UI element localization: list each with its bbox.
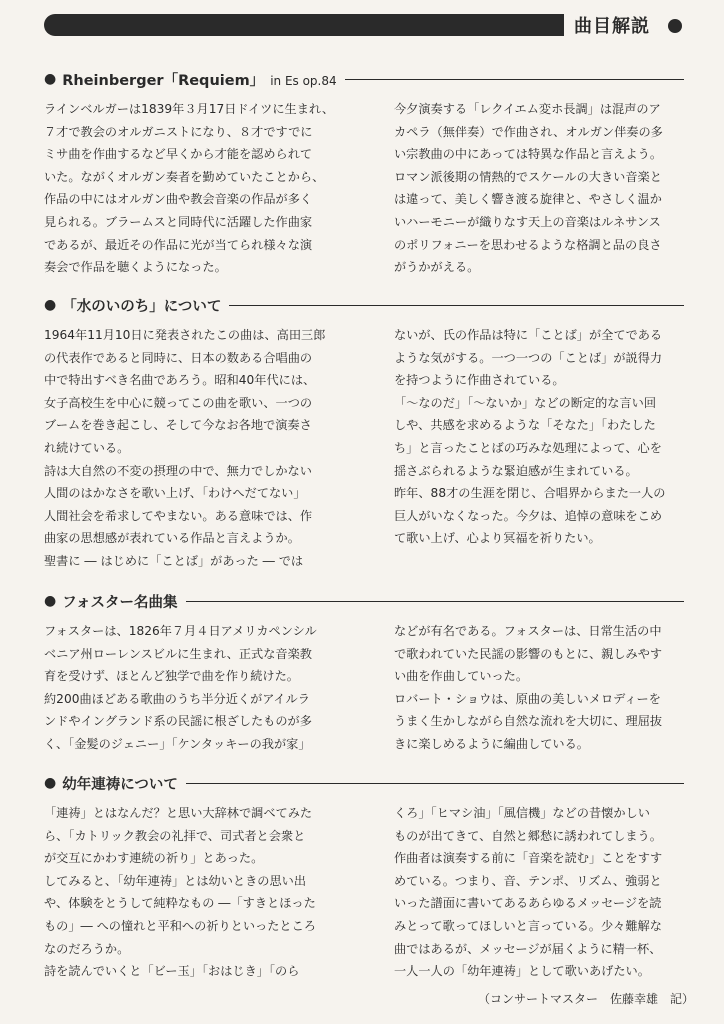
text-line: ベニア州ローレンスビルに生まれ、正式な音楽教 xyxy=(44,646,312,661)
text-line: ブームを巻き起こし、そして今なお各地で演奏さ xyxy=(44,418,312,433)
text-line: 女子高校生を中心に競ってこの曲を歌い、一つの xyxy=(44,395,313,410)
text-line: ものが出てきて、自然と郷愁に誘われてしまう。 xyxy=(394,828,662,843)
text-line: で歌われていた民謡の影響のもとに、親しみやす xyxy=(394,646,663,661)
text-line: うまく生かしながら自然な流れを大切に、理屈抜 xyxy=(394,714,663,729)
text-line: 1964年11月10日に発表されたこの曲は、高田三郎 xyxy=(44,328,326,342)
header-bar xyxy=(44,14,564,36)
text-line: 曲ではあるが、メッセージが届くように精一杯、 xyxy=(394,941,662,956)
text-line: カペラ（無伴奏）で作曲され、オルガン伴奏の多 xyxy=(394,124,663,139)
section-heading xyxy=(44,772,684,794)
text-line: 約200曲ほどある歌曲のうち半分近くがアイルラ xyxy=(44,691,310,706)
text-line: 詩を読んでいくと「ビー玉」「おはじき」「のら xyxy=(44,964,300,979)
section-heading xyxy=(44,68,684,90)
section-title: フォスター名曲集 xyxy=(62,594,178,611)
text-line: 見られる。ブラームスと同時代に活躍した作曲家 xyxy=(44,214,313,229)
heading-rule xyxy=(345,79,684,80)
text-line: してみると、「幼年連祷」とは幼いときの思い出 xyxy=(44,873,307,888)
page-title: 曲目解説 xyxy=(574,16,650,37)
section-title: 「水のいのち」について xyxy=(62,298,222,315)
text-line: 揺さぶられるような緊迫感が生まれている。 xyxy=(394,463,638,478)
heading-rule xyxy=(186,601,685,602)
bullet-icon: ● xyxy=(44,775,57,791)
text-line: ７才で教会のオルガニストになり、８才ですでに xyxy=(44,124,313,139)
text-line: ンドやイングランド系の民謡に根ざしたものが多 xyxy=(44,714,312,729)
text-line: ミサ曲を作曲するなど早くから才能を認められて xyxy=(44,147,313,162)
text-line: ロマン派後期の情熱的でスケールの大きい音楽と xyxy=(394,169,662,184)
right-column xyxy=(394,98,684,279)
text-line: 「連祷」とはなんだ？と思い大辞林で調べてみた xyxy=(44,806,313,820)
text-line: の代表作であると同時に、日本の数ある合唱曲の xyxy=(44,350,313,365)
text-line: いた。ながくオルガン奏者を勤めていたことから、 xyxy=(44,169,325,184)
heading-rule xyxy=(186,783,684,784)
text-line: ロバート・ショウは、原曲の美しいメロディーを xyxy=(394,691,661,706)
text-line: みとって歌ってほしいと言っている。少々難解な xyxy=(394,918,662,933)
text-line: が交互にかわす連続の祈り」とあった。 xyxy=(44,851,264,866)
text-line: 聖書に ― はじめに「ことば」があった ― では xyxy=(44,553,304,568)
text-line: 人間社会を希求してやまない。ある意味では、作 xyxy=(44,508,313,523)
text-line: を持つように作曲されている。 xyxy=(394,373,565,388)
section-younen-rentou xyxy=(44,772,684,983)
section-mizu-no-inochi xyxy=(44,294,684,573)
right-column xyxy=(394,802,684,983)
text-line: めている。つまり、音、テンポ、リズム、強弱と xyxy=(394,873,662,888)
text-line: く、「金髪のジェニー」「ケンタッキーの我が家」 xyxy=(44,736,311,751)
right-column xyxy=(394,620,684,756)
text-line: ないが、氏の作品は特に「ことば」が全てである xyxy=(394,328,663,342)
text-line: 作曲者は演奏する前に「音楽を読む」ことをすす xyxy=(394,851,663,866)
header-dot xyxy=(668,19,682,33)
author-credit: （コンサートマスター 佐藤幸雄 記） xyxy=(478,992,695,1006)
text-line: しや、共感を求めるような「そなた」「わたした xyxy=(394,418,656,433)
text-line: なのだろうか。 xyxy=(44,941,130,956)
section-title: Rheinberger「Requiem」 in Es op.84 xyxy=(62,72,337,89)
section-foster xyxy=(44,590,684,756)
text-line: れ続けている。 xyxy=(44,440,130,455)
text-line: や、体験をとうして純粋なもの ―「すきとほった xyxy=(44,896,316,911)
section-heading xyxy=(44,294,684,316)
text-line: い曲を作曲していった。 xyxy=(394,669,529,684)
text-line: 奏会で作品を聴くようになった。 xyxy=(44,260,227,275)
text-line: のポリフォニーを思わせるような格調と品の良さ xyxy=(394,237,662,252)
left-column xyxy=(44,620,334,756)
text-line: ラインベルガーは1839年３月17日ドイツに生まれ、 xyxy=(44,102,334,116)
section-title: 幼年連祷について xyxy=(62,776,178,793)
text-line: 巨人がいなくなった。今夕は、追悼の意味をこめ xyxy=(394,508,663,523)
text-line: などが有名である。フォスターは、日常生活の中 xyxy=(394,624,662,638)
section-subtitle: in Es op.84 xyxy=(270,73,337,88)
text-line: フォスターは、1826年７月４日アメリカペンシル xyxy=(44,624,317,638)
text-line: いった譜面に書いてあるあらゆるメッセージを読 xyxy=(394,896,662,911)
left-column xyxy=(44,802,334,983)
text-line: 人間のはかなさを歌い上げ、「わけへだてない」 xyxy=(44,486,306,501)
text-line: 中で特出すべき名曲であろう。昭和40年代には、 xyxy=(44,373,316,388)
text-line: 曲家の思想感が表れている作品と言えようか。 xyxy=(44,531,300,546)
text-line: くろ」「ヒマシ油」「風信機」などの昔懐かしい xyxy=(394,806,650,820)
text-line: 一人一人の「幼年連祷」として歌いあげたい。 xyxy=(394,964,650,979)
text-line: 詩は大自然の不変の摂理の中で、無力でしかない xyxy=(44,463,312,478)
bullet-icon: ● xyxy=(44,297,57,313)
text-line: 育を受けず、ほとんど独学で曲を作り続けた。 xyxy=(44,669,299,684)
text-line: 作品の中にはオルガン曲や教会音楽の作品が多く xyxy=(44,192,313,207)
text-line: ような気がする。一つ一つの「ことば」が説得力 xyxy=(394,350,663,365)
bullet-icon: ● xyxy=(44,71,57,87)
text-line: もの」― への憧れと平和への祈りといったところ xyxy=(44,918,316,933)
text-line: 昨年、88才の生涯を閉じ、合唱界からまた一人の xyxy=(394,486,666,501)
right-column xyxy=(394,324,684,573)
text-line: きに楽しめるように編曲している。 xyxy=(394,736,589,751)
text-line: い宗教曲の中にあっては特異な作品と言えよう。 xyxy=(394,147,663,162)
section-requiem xyxy=(44,68,684,279)
text-line: 今夕演奏する「レクイエム変ホ長調」は混声のア xyxy=(394,102,661,116)
bullet-icon: ● xyxy=(44,593,57,609)
text-line: 「～なのだ」「～ないか」などの断定的な言い回 xyxy=(394,395,657,410)
heading-rule xyxy=(229,305,684,306)
text-line: がうかがえる。 xyxy=(394,260,480,275)
text-line: ら、「カトリック教会の礼拝で、司式者と会衆と xyxy=(44,828,306,843)
text-line: は違って、美しく響き渡る旋律と、やさしく温か xyxy=(394,192,662,207)
section-heading xyxy=(44,590,684,612)
left-column xyxy=(44,98,334,279)
text-line: いハーモニーが織りなす天上の音楽はルネサンス xyxy=(394,214,661,229)
left-column xyxy=(44,324,334,573)
text-line: であるが、最近その作品に光が当てられ様々な演 xyxy=(44,237,313,252)
text-line: ち」と言ったことばの巧みな処理によって、心を xyxy=(394,440,662,455)
text-line: て歌い上げ、心より冥福を祈りたい。 xyxy=(394,531,601,546)
